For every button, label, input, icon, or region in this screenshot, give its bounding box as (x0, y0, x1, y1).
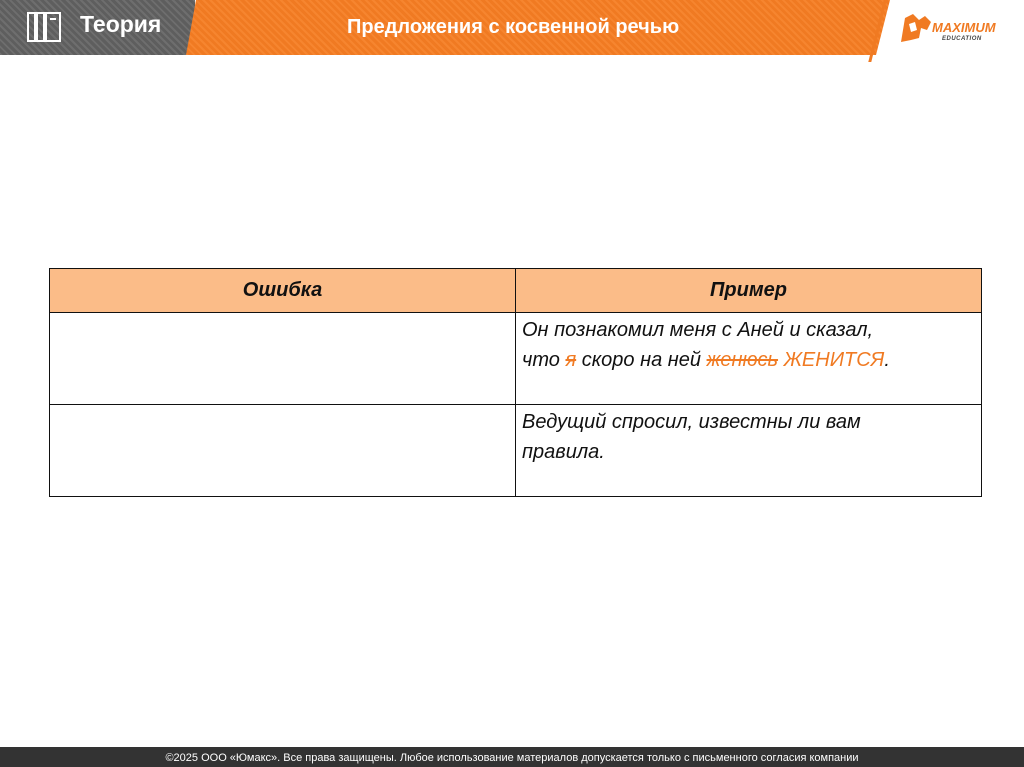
logo-icon (897, 10, 935, 46)
example-text: что (522, 349, 566, 371)
example-text: Ведущий спросил, известны ли вам (522, 411, 861, 433)
logo-wordmark: MAXIMUM (932, 20, 996, 35)
logo-subtitle: EDUCATION (942, 36, 982, 42)
header-error: Ошибка (50, 269, 516, 313)
strikethrough-word: я (565, 349, 577, 371)
header-example: Пример (516, 269, 982, 313)
example-cell (516, 313, 982, 405)
page-title: Предложения с косвенной речью (347, 16, 680, 38)
copyright-footer: ©2025 ООО «Юмакс». Все права защищены. Любое использование материалов допускается только с письменного согласия компании (0, 747, 1024, 767)
example-cell (516, 405, 982, 497)
error-cell (50, 405, 516, 497)
example-text: Он познакомил меня с Аней и сказал, (522, 319, 874, 341)
table-header-row (50, 269, 982, 313)
slide-header (0, 0, 1024, 58)
example-text: . (884, 349, 890, 371)
example-text: скоро на ней (576, 349, 707, 371)
table-row (50, 313, 982, 405)
strikethrough-word: женюсь (706, 349, 779, 371)
section-label: Теория (80, 11, 162, 37)
section-bar (0, 0, 195, 55)
table-row (50, 405, 982, 497)
example-text: правила. (522, 441, 605, 463)
books-icon (26, 10, 66, 44)
error-cell (50, 313, 516, 405)
errors-table (49, 268, 982, 497)
correction-word: ЖЕНИТСЯ (783, 349, 885, 371)
